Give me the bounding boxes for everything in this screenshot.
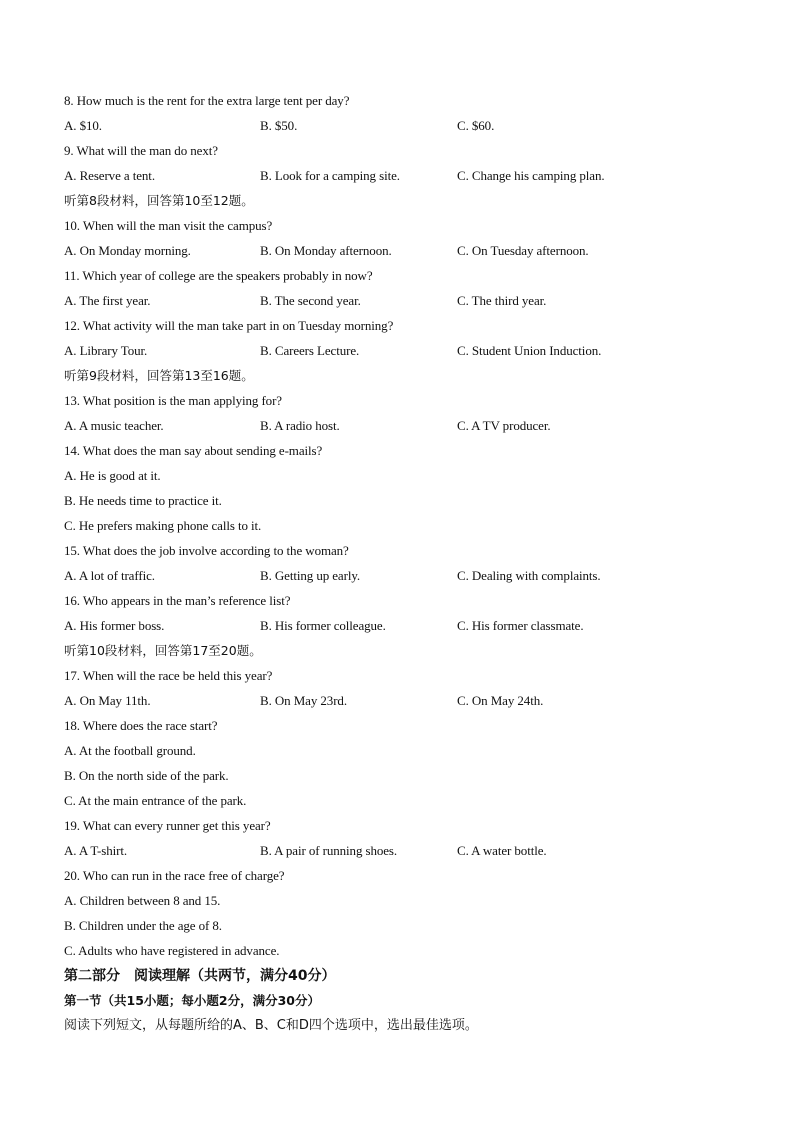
option-a: A. A music teacher. [64, 418, 164, 433]
option-a: A. On Monday morning. [64, 243, 191, 258]
question-20-stem: 20. Who can run in the race free of charge? [64, 868, 285, 883]
question-15-stem: 15. What does the job involve according to the woman? [64, 543, 349, 558]
option-b: B. A radio host. [260, 418, 340, 433]
option-c: C. $60. [457, 118, 495, 133]
option-b: B. Careers Lecture. [260, 343, 360, 358]
question-17-stem: 17. When will the race be held this year? [64, 668, 273, 683]
listening-section-9-instruction: 听第9段材料，回答第13至16题。 [64, 368, 254, 383]
question-13-stem: 13. What position is the man applying for? [64, 393, 282, 408]
option-b: B. On Monday afternoon. [260, 243, 392, 258]
question-10-stem: 10. When will the man visit the campus? [64, 218, 273, 233]
option-c: C. Student Union Induction. [457, 343, 602, 358]
option-c: C. His former classmate. [457, 618, 584, 633]
option-a: A. Library Tour. [64, 343, 148, 358]
question-11-options [64, 288, 744, 313]
question-17-options [64, 688, 744, 713]
option-a: A. At the football ground. [64, 743, 196, 758]
option-a: A. $10. [64, 118, 102, 133]
option-b: B. $50. [260, 118, 298, 133]
question-15-options [64, 563, 744, 588]
question-14-stem: 14. What does the man say about sending e-mails? [64, 443, 323, 458]
option-a: A. A lot of traffic. [64, 568, 155, 583]
option-c: C. A TV producer. [457, 418, 551, 433]
reading-instruction: 阅读下列短文，从每题所给的A、B、C和D四个选项中，选出最佳选项。 [64, 1018, 478, 1033]
question-9-options [64, 163, 744, 188]
question-12-stem: 12. What activity will the man take part in on Tuesday morning? [64, 318, 394, 333]
option-b: B. Getting up early. [260, 568, 361, 583]
option-c: C. On Tuesday afternoon. [457, 243, 589, 258]
option-a: A. His former boss. [64, 618, 165, 633]
question-19-stem: 19. What can every runner get this year? [64, 818, 271, 833]
listening-section-8-instruction: 听第8段材料，回答第10至12题。 [64, 193, 254, 208]
question-13-options [64, 413, 744, 438]
option-c: C. He prefers making phone calls to it. [64, 518, 262, 533]
question-8-stem: 8. How much is the rent for the extra large tent per day? [64, 93, 350, 108]
question-10-options [64, 238, 744, 263]
option-c: C. Change his camping plan. [457, 168, 605, 183]
option-c: C. Adults who have registered in advance. [64, 943, 280, 958]
option-c: C. Dealing with complaints. [457, 568, 601, 583]
option-c: C. The third year. [457, 293, 547, 308]
option-b: B. A pair of running shoes. [260, 843, 398, 858]
part-2-section-1-heading: 第一节（共15小题；每小题2分，满分30分） [64, 993, 320, 1008]
option-b: B. Children under the age of 8. [64, 918, 222, 933]
question-16-options [64, 613, 744, 638]
question-8-options [64, 113, 744, 138]
option-b: B. His former colleague. [260, 618, 386, 633]
option-a: A. A T-shirt. [64, 843, 127, 858]
option-b: B. Look for a camping site. [260, 168, 400, 183]
option-b: B. He needs time to practice it. [64, 493, 222, 508]
question-18-stem: 18. Where does the race start? [64, 718, 218, 733]
question-9-stem: 9. What will the man do next? [64, 143, 218, 158]
option-a: A. He is good at it. [64, 468, 161, 483]
option-b: B. The second year. [260, 293, 361, 308]
option-b: B. On May 23rd. [260, 693, 347, 708]
option-a: A. On May 11th. [64, 693, 151, 708]
option-b: B. On the north side of the park. [64, 768, 229, 783]
part-2-heading: 第二部分 阅读理解（共两节，满分40分） [64, 968, 336, 984]
listening-section-10-instruction: 听第10段材料，回答第17至20题。 [64, 643, 262, 658]
question-19-options [64, 838, 744, 863]
option-a: A. Children between 8 and 15. [64, 893, 221, 908]
option-c: C. On May 24th. [457, 693, 544, 708]
option-a: A. Reserve a tent. [64, 168, 155, 183]
question-16-stem: 16. Who appears in the man’s reference list? [64, 593, 291, 608]
question-11-stem: 11. Which year of college are the speakers probably in now? [64, 268, 373, 283]
option-a: A. The first year. [64, 293, 151, 308]
exam-page [64, 88, 744, 1039]
option-c: C. A water bottle. [457, 843, 547, 858]
question-12-options [64, 338, 744, 363]
option-c: C. At the main entrance of the park. [64, 793, 247, 808]
